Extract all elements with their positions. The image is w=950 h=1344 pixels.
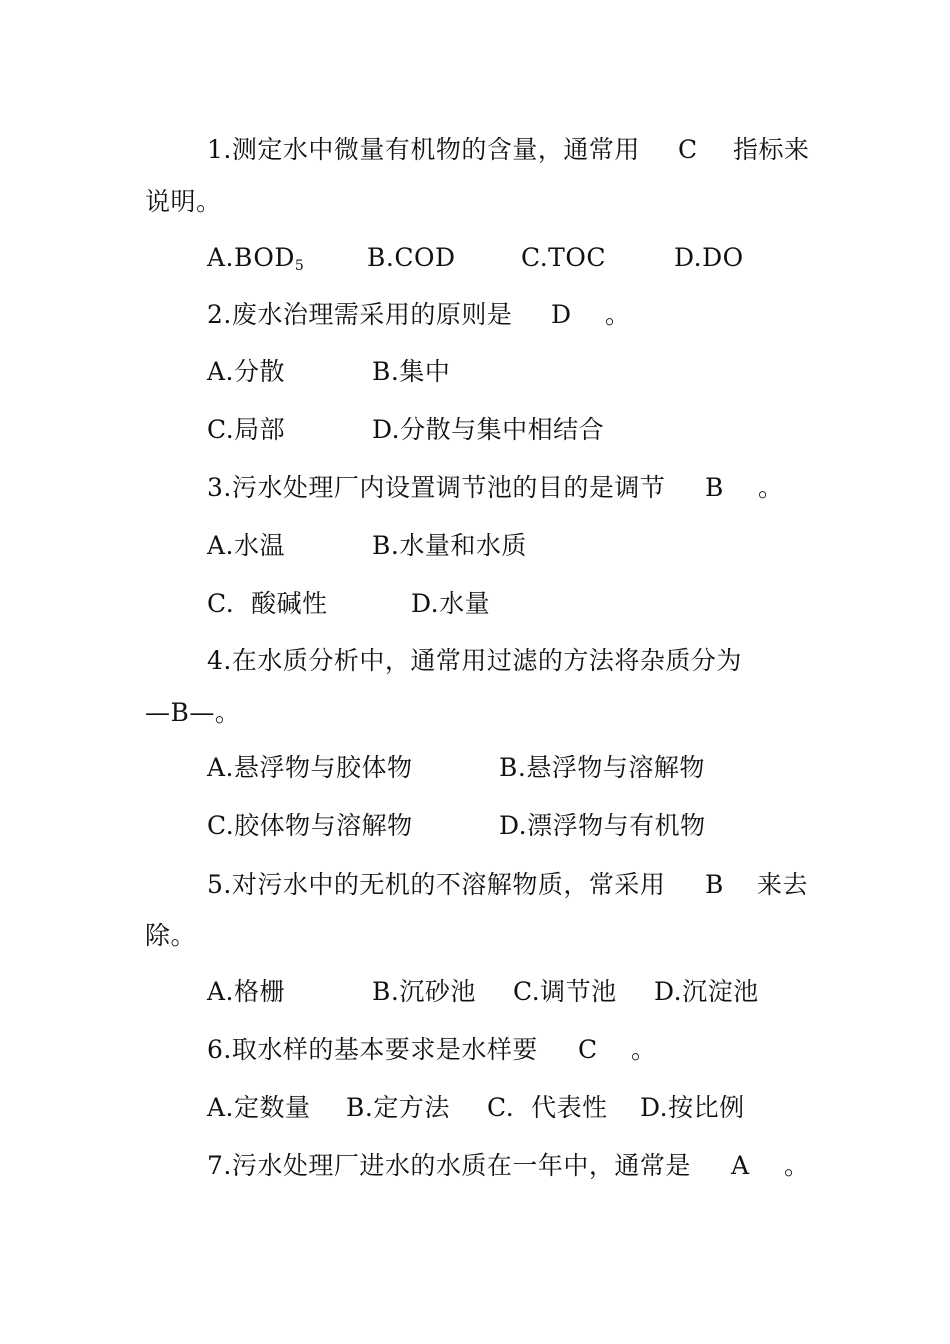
question-5-stem-wrap: 除。 (145, 921, 197, 950)
question-2-answer: D (551, 300, 572, 329)
question-4-stem-wrap: —B—。 (145, 698, 241, 727)
question-5-stem-end: 来去 (757, 870, 809, 899)
question-1-stem-end: 指标来 (733, 135, 810, 164)
question-5-answer: B (705, 870, 724, 899)
question-2-stem: 2.废水治理需采用的原则是 (207, 300, 513, 329)
question-1-option-d: D.DO (674, 243, 744, 272)
question-2-option-c: C.局部 (207, 415, 286, 444)
question-4-option-c: C.胶体物与溶解物 (207, 811, 413, 840)
question-4-option-a: A.悬浮物与胶体物 (207, 753, 413, 782)
question-2-stem-end: 。 (605, 300, 631, 329)
question-6-stem: 6.取水样的基本要求是水样要 (207, 1035, 538, 1064)
question-6-option-c: C. 代表性 (487, 1093, 608, 1122)
question-1-stem-wrap: 说明。 (145, 187, 222, 216)
question-1-option-b: B.COD (367, 243, 456, 272)
question-3-option-c: C. 酸碱性 (207, 589, 328, 618)
question-5-option-b: B.沉砂池 (372, 977, 476, 1006)
question-6-option-d: D.按比例 (640, 1093, 745, 1122)
question-3-answer: B (705, 473, 724, 502)
option-text: A.BOD (207, 243, 295, 272)
question-5-option-d: D.沉淀池 (654, 977, 759, 1006)
question-2-option-a: A.分散 (207, 357, 286, 386)
question-1-option-a (207, 242, 304, 282)
question-3-option-a: A.水温 (207, 531, 286, 560)
question-6-answer: C (578, 1035, 598, 1064)
question-1-answer: C (678, 135, 698, 164)
question-7-stem-end: 。 (784, 1151, 810, 1180)
question-6-stem-end: 。 (631, 1035, 657, 1064)
question-1-stem: 1.测定水中微量有机物的含量，通常用 (207, 135, 640, 164)
question-2-option-d: D.分散与集中相结合 (372, 415, 605, 444)
question-3-stem-end: 。 (758, 473, 784, 502)
question-5-option-a: A.格栅 (207, 977, 286, 1006)
question-4-option-b: B.悬浮物与溶解物 (499, 753, 705, 782)
question-7-stem: 7.污水处理厂进水的水质在一年中，通常是 (207, 1151, 691, 1180)
question-6-option-a: A.定数量 (207, 1093, 311, 1122)
subscript: 5 (294, 258, 305, 274)
question-1-option-c: C.TOC (521, 243, 606, 272)
question-3-stem: 3.污水处理厂内设置调节池的目的是调节 (207, 473, 666, 502)
question-6-option-b: B.定方法 (346, 1093, 450, 1122)
question-7-answer: A (731, 1151, 750, 1180)
question-4-stem: 4.在水质分析中，通常用过滤的方法将杂质分为 (207, 646, 742, 675)
question-3-option-d: D.水量 (411, 589, 491, 618)
question-5-option-c: C.调节池 (513, 977, 617, 1006)
question-3-option-b: B.水量和水质 (372, 531, 527, 560)
question-2-option-b: B.集中 (372, 357, 451, 386)
question-4-option-d: D.漂浮物与有机物 (499, 811, 706, 840)
question-5-stem: 5.对污水中的无机的不溶解物质，常采用 (207, 870, 666, 899)
